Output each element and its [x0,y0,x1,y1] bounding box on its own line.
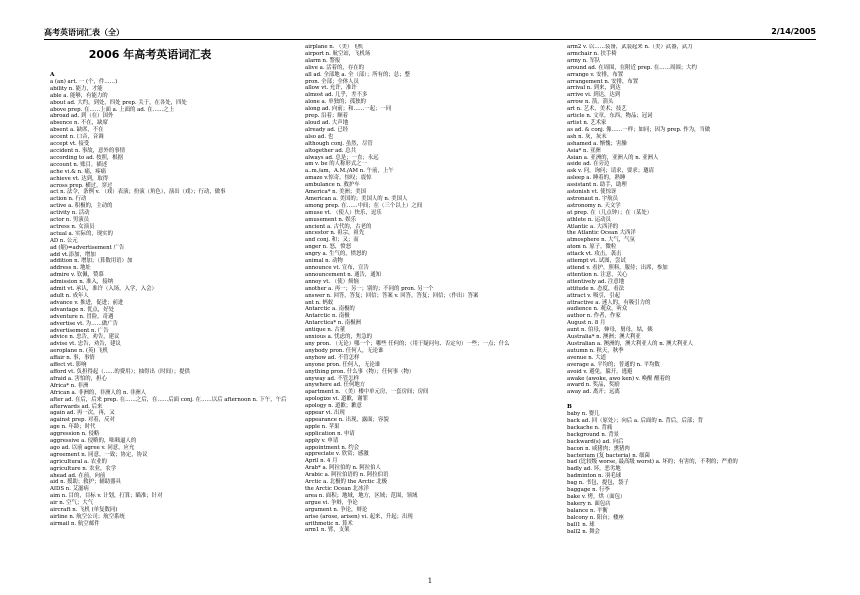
page-title: 2006 年高考英语词汇表 [88,48,212,61]
vocab-entry: anyhow ad. 不管怎样 [305,354,360,361]
vocab-entry: Antarctica* n. 南极洲 [305,320,361,327]
vocab-entry: Africa* n. 非洲 [50,382,89,389]
vocab-entry: baby n. 婴儿 [567,411,600,418]
vocab-entry: as ad. & conj. 像……一样；如同；因为 prep. 作为，当做 [567,126,711,133]
vocab-entry: affair n. 事，事情 [50,355,95,362]
vocab-entry: Australia* n. 澳洲；澳大利亚 [567,334,641,341]
vocab-entry: background n. 背景 [567,431,620,438]
vocab-entry: away ad. 离开；远离 [567,389,620,396]
vocab-entry: able a. 能够，有能力的 [50,92,108,99]
vocab-entry: Australian a. 澳洲的，澳大利亚人的 n. 澳大利亚人 [567,340,694,347]
vocab-entry: am v. be 的人称形式之一 [305,161,367,168]
vocab-entry: agricultural a. 农业的 [50,458,107,465]
vocab-entry: backache n. 背痛 [567,424,613,431]
vocab-entry: armchair n. 扶手椅 [567,50,617,57]
header-rule [44,39,816,40]
vocab-entry: balcony n. 阳台；楼座 [567,514,624,521]
vocab-entry: American a. 美国的；美国人的 n. 美国人 [305,195,408,202]
vocab-entry: action n. 行动 [50,196,87,203]
vocab-entry: Atlantic a. 大西洋的 [567,223,619,230]
vocab-entry: attempt vt. 试图，尝试 [567,258,626,265]
vocab-entry: advertise vt. 为……做广告 [50,320,119,327]
vocab-entry: activity n. 活动 [50,210,90,217]
vocab-entry: argument n. 争论，辩论 [305,506,368,513]
vocab-entry: a..m./am，A.M./AM n. 午前，上午 [305,168,394,175]
vocab-entry: ago ad. 以前 agree v. 同意，应允 [50,444,135,451]
vocab-entry: age n. 年龄；时代 [50,424,96,431]
vocab-entry: aunt n. 伯母，婶母，舅母，姑，姨 [567,327,653,334]
vocab-entry: accent n. 口音，音调 [50,134,104,141]
vocab-entry: attack vt. 攻击，袭击 [567,251,622,258]
vocab-entry: among prep. 在……中间；在（三个以上）之间 [305,202,423,209]
vocab-entry: atom n. 原子，微粒 [567,244,617,251]
vocab-entry: AIDS n. 艾滋病 [50,486,89,493]
vocab-entry: pron. 全部；全体人员 [305,78,359,85]
vocab-entry: against prep. 对着，反对 [50,417,115,424]
vocab-entry: amuse vt. （使人）快乐，逗乐 [305,209,382,216]
vocab-entry: allow vt. 允许，准许 [305,85,357,92]
vocab-entry: apology n. 道歉；歉意 [305,403,362,410]
vocab-entry: aircraft n. 飞机 (单复数同) [50,507,118,514]
vocab-entry: the Atlantic Ocean 大西洋 [567,230,636,237]
vocab-entry: bakery n. 面包店 [567,500,611,507]
vocab-entry: anything pron. 什么事（物）；任何事（物） [305,368,415,375]
vocab-entry: admission n. 准入，接纳 [50,279,114,286]
vocab-entry: agriculture n. 农业，农学 [50,465,117,472]
vocab-entry: ability n. 能力，才能 [50,85,103,92]
vocab-entry: article n. 文章，东西，物品；冠词 [567,113,653,120]
vocab-entry: airport n. 航空站，飞机场 [305,50,371,57]
vocab-entry: answer n. 回答，答复；回信；答案 v. 回答，答复；回信；（作出）答案 [305,292,479,299]
vocab-entry: appearance n. 出现，露面；容貌 [305,416,389,423]
vocab-entry: area n. 面积；地域，地方，区域；范围，领域 [305,492,418,499]
vocab-entry: aggression n. 侵略 [50,431,100,438]
vocab-entry: appear vi. 出现 [305,410,345,417]
running-header [44,27,816,39]
vocab-entry: anyone pron. 任何人，无论谁 [305,361,381,368]
vocab-entry: backward(s) ad. 向后 [567,438,624,445]
vocab-entry: ash n. 灰，灰末 [567,133,607,140]
vocab-entry: airline n. 航空公司；航空系统 [50,514,125,520]
vocab-entry: asleep a. 睡着的，熟睡 [567,175,626,182]
entry-list-3b [567,411,807,535]
vocab-entry: April n. 4 月 [305,458,338,465]
vocab-entry: announcement n. 通告，通知 [305,271,382,278]
vocab-entry: army n. 军队 [567,57,601,64]
vocab-entry: appreciate v. 欣赏；感激 [305,451,369,458]
vocab-entry: angry a. 生气的，愤怒的 [305,251,367,258]
vocab-entry: account n. 账目，描述 [50,161,108,168]
vocab-entry: apple n. 苹果 [305,423,340,430]
vocab-entry: prep. 沿着；顺着 [305,113,349,120]
vocab-entry: attractive a. 迷人的，有吸引力的 [567,299,651,306]
vocab-entry: Arabic a. 阿拉伯语的 n. 阿拉伯语 [305,472,389,479]
vocab-entry: badly ad. 坏，恶劣地 [567,466,621,473]
vocab-entry: attract v. 吸引，引起 [567,292,621,299]
vocab-entry: astronaut n. 宇航员 [567,195,619,202]
vocab-entry: arm2 v. 以……装备，武装起来 n.（美）武器，武力 [567,44,693,50]
vocab-entry: absence n. 不在，缺席 [50,120,108,127]
vocab-entry: admire v. 钦佩，赞慕 [50,272,104,279]
header-date: 2/14/2005 [771,27,816,36]
vocab-entry: accept vt. 接受 [50,141,90,148]
vocab-entry: astronomy n. 天文学 [567,202,621,209]
vocab-entry: already ad. 已经 [305,126,349,133]
vocab-entry: almost ad. 几乎，差不多 [305,92,368,99]
vocab-entry: addition n. 增加；（算数用语）加 [50,258,133,265]
vocab-entry: arithmetic n. 算术 [305,520,353,527]
vocab-entry: also ad. 也 [305,133,334,140]
vocab-entry: atmosphere n. 大气，气氛 [567,237,635,244]
vocab-entry: agreement n. 同意，一致；协定，协议 [50,451,148,458]
vocab-entry: artist n. 艺术家 [567,119,607,126]
vocab-entry: aside ad. 在旁边 [567,161,610,168]
vocab-entry: about ad. 大约，到处，四处 prep. 关于，在各处，四处 [50,99,187,106]
vocab-entry: act n. 法令，条例 v. （戏）表演；扮演（角色），演出（戏）；行动，做事 [50,189,226,196]
vocab-entry: ant n. 蚂蚁 [305,299,334,306]
vocab-entry: afterwards ad. 后来 [50,403,103,410]
vocab-entry: another a. 再一；另一；别的；不同的 pron. 另一个 [305,285,434,292]
vocab-entry: bag n. 书包，提包，袋子 [567,480,629,487]
vocab-entry: animal n. 动物 [305,258,343,265]
column-2 [305,44,545,576]
vocab-entry: around ad. 在周围，在附近 prep. 在……周围；大约 [567,64,697,71]
vocab-entry: admit vt. 承认，准许（入场，入学，入会） [50,286,157,293]
vocab-entry: arm1 n. 臂，支架 [305,527,350,534]
vocab-entry: assistant n. 助手，助理 [567,182,627,189]
vocab-entry: ad (缩)=advertisement 广告 [50,244,125,251]
vocab-entry: athlete n. 运动员 [567,216,611,223]
vocab-entry: antique n. 古董 [305,327,346,334]
vocab-entry: attentively ad. 注意地 [567,278,625,285]
vocab-entry: airmail n. 航空邮件 [50,520,100,527]
vocab-entry: afraid a. 害怕的，担心 [50,375,107,382]
vocab-entry: avoid v. 避免，躲开，逃避 [567,368,633,375]
vocab-entry: altogether ad. 总共 [305,147,356,154]
vocab-entry: anxious a. 忧虑的，焦急的 [305,334,373,341]
vocab-entry: airplane n. （美）飞机 [305,44,364,50]
vocab-entry: African a. 非洲的，非洲人的 n. 非洲人 [50,389,147,396]
vocab-entry: Antarctic a. 南极的 [305,306,355,313]
vocab-entry: avenue n. 大道 [567,354,606,361]
vocab-entry: appointment n. 约会 [305,444,360,451]
vocab-entry: bacterium (复 bacteria) n. 细菌 [567,452,650,459]
vocab-entry: again ad. 再一次，再，又 [50,410,115,417]
vocab-entry: add vt.添加，增加 [50,251,96,258]
vocab-entry: baggage n. 行李 [567,487,610,494]
vocab-entry: badminton n. 羽毛球 [567,473,622,480]
vocab-entry: advice n. 忠告，劝告，建议 [50,334,120,341]
vocab-entry: aim n. 目的，目标 v. 计划，打算；瞄准；针对 [50,493,163,500]
vocab-entry: after ad. 在后，后来 prep. 在……之后，在……后面 conj. 在……以后 afternoon n. 下午，午后 [50,396,287,403]
vocab-entry: actor n. 男演员 [50,217,90,224]
section-letter-b: B [567,404,572,411]
vocab-entry: adventure n. 冒险，奇遇 [50,313,114,320]
vocab-entry: bad (比较级 worse, 最高级 worst) a. 坏的；有害的，不利的；严重的 [567,459,738,466]
vocab-entry: August n. 8 月 [567,320,606,327]
vocab-entry: argue vi. 争辩，争论 [305,499,358,506]
vocab-entry: annoy vt. （使）烦恼 [305,278,359,285]
vocab-entry: across prep. 横过，穿过 [50,182,113,189]
vocab-entry: announce vt. 宣布，宣告 [305,265,369,271]
vocab-entry: afford vt. 负担得起（……的费用）；抽得出（时间）；提供 [50,368,190,375]
vocab-entry: average a. 平均的；普通的 n. 平均数 [567,361,660,368]
vocab-entry: abroad ad. 到（在）国外 [50,113,114,120]
vocab-entry: alarm n. 警报 [305,57,341,64]
vocab-entry: advise vt. 忠告，劝告，建议 [50,341,121,348]
vocab-entry: advertisement n. 广告 [50,327,109,334]
vocab-entry: ancestor n. 祖宗，祖先 [305,230,365,237]
vocab-entry: ambulance n. 救护车 [305,182,360,189]
vocab-entry: Asian a. 亚洲的，亚洲人的 n. 亚洲人 [567,154,659,161]
vocab-entry: according to ad. 按照，根据 [50,154,124,161]
vocab-entry: awake (awoke, awo ken) v. 唤醒 醒着的 [567,375,671,382]
vocab-entry: application n. 申请 [305,430,355,437]
section-letter-a: A [50,72,55,78]
vocab-entry: arrive vi. 到达，达到 [567,92,621,99]
vocab-entry: anyway ad. 不管怎样 [305,375,359,382]
vocab-entry: arrangement n. 安排，布置 [567,78,639,85]
vocab-entry: Antarctic n. 南极 [305,313,350,320]
header-title: 高考英语词汇表（全） [44,28,124,37]
vocab-entry: advantage n. 优点，好处 [50,306,114,313]
vocab-entry: active a. 积极的，主动的 [50,203,113,210]
vocab-entry: ball1 n. 球 [567,521,595,528]
vocab-entry: ask v. 问，询问；请求，要求；邀请 [567,168,654,175]
vocab-entry: a (an) art. 一 (个，件……) [50,78,118,85]
vocab-entry: arise (arose, arisen) vi. 起来，升起；出现 [305,513,413,520]
vocab-entry: anywhere ad. 任何地方 [305,382,366,389]
vocab-entry: bacon n. 咸猪肉；熏猪肉 [567,445,630,452]
vocab-entry: aloud ad. 大声地 [305,119,349,126]
vocab-entry: accident n. 事故，意外的事情 [50,147,125,154]
vocab-entry: absent a. 缺席，不在 [50,127,104,134]
entry-list-2 [305,44,545,534]
column-1 [50,44,290,576]
vocab-entry: award n. 奖品，奖励 [567,382,620,389]
vocab-entry: the Arctic Ocean 北冰洋 [305,486,369,492]
vocab-entry: ancient a. 古代的，古老的 [305,223,372,230]
vocab-entry: alive a. 活着的，存在的 [305,64,364,71]
vocab-entry: aggressive a. 侵略的，咄咄逼人的 [50,438,137,445]
column-3 [567,44,807,576]
vocab-entry: ahead ad. 在前，向前 [50,472,106,479]
vocab-entry: attend v. 看护，照料，服侍；出席，参加 [567,265,668,271]
vocab-entry: amusement n. 娱乐 [305,216,357,223]
page-number: 1 [427,577,433,585]
vocab-entry: arrow n. 箭，箭头 [567,99,614,106]
vocab-entry: astonish vt. 使惊讶 [567,189,617,196]
vocab-entry: actual a. 实际的，现实的 [50,230,113,237]
vocab-entry: advance v. 推进，促进；前进 [50,299,124,306]
vocab-entry: along ad. 向前；和……一起；一同 [305,106,392,113]
vocab-entry: anger n. 怒，愤怒 [305,244,352,251]
vocab-entry: Asia* n. 亚洲 [567,147,601,154]
vocab-entry: ache vi.& n. 痛，疼痛 [50,168,107,175]
vocab-entry: arrange v. 安排，布置 [567,71,624,78]
vocab-entry: amaze v.惊奇，惊叹；震惊 [305,175,372,182]
vocab-entry: above prep. 在……上面 a. 上面的 ad. 在……之上 [50,106,175,113]
vocab-entry: autumn n. 秋天，秋季 [567,347,624,354]
vocab-entry: back ad. 回（原处）；向后 a. 后面的 n. 背后，后部；背 [567,418,704,425]
entry-list-3a [567,44,807,396]
vocab-entry: adult n. 成年人 [50,293,89,299]
vocab-entry: audience n. 观众，听众 [567,306,628,313]
vocab-entry: affect vt. 影响 [50,362,87,369]
vocab-entry: America* n. 美洲；美国 [305,189,366,196]
vocab-entry: attention n. 注意，关心 [567,271,628,278]
vocab-entry: all ad. 全部地 a. 全（部）；所有的；总；整 [305,71,410,78]
vocab-entry: actress n. 女演员 [50,223,95,230]
vocab-entry: author n. 作者，作家 [567,313,621,320]
vocab-entry: apply v. 申请 [305,437,339,444]
entry-list-1 [50,79,290,528]
vocab-entry: at prep. 在（几点钟）；在（某处） [567,209,653,216]
vocab-entry: apologize vi. 道歉，谢罪 [305,396,368,403]
vocab-entry: aeroplane n. (英) 飞机 [50,348,108,355]
vocab-entry: attitude n. 态度，看法 [567,285,625,292]
vocab-entry: Arctic a. 北极的 the Arctic 北极 [305,479,388,486]
vocab-entry: art n. 艺术，美术；技艺 [567,106,627,113]
vocab-entry: address n. 地址 [50,265,91,272]
vocab-entry: aid n. 援助；救护；辅助器具 [50,479,121,486]
vocab-entry: Arab* a. 阿拉伯的 n. 阿拉伯人 [305,465,381,472]
vocab-entry: always ad. 总是；一直；永远 [305,154,379,161]
vocab-entry: although conj. 虽然，尽管 [305,140,373,147]
vocab-entry: anybody pron. 任何人，无论谁 [305,347,384,354]
vocab-entry: ashamed a. 惭愧；害臊 [567,140,627,147]
vocab-entry: ball2 n. 舞会 [567,528,600,535]
vocab-entry: air n. 空气；大气 [50,500,94,507]
vocab-entry: and conj. 和；又；而 [305,237,359,244]
vocab-entry: bake v. 烤，烘（面包） [567,494,626,500]
vocab-entry: apartment n. （美）楼中单元房，一套房间；房间 [305,389,429,396]
vocab-entry: any pron. （无论）哪一个；哪些 任何的；（用于疑问句、否定句）一些；一点；什么 [305,340,510,347]
vocab-entry: AD n. 公元 [50,237,78,244]
vocab-entry: alone a. 单独的；孤独的 [305,99,366,106]
vocab-entry: balance n. 平衡 [567,507,608,514]
vocab-entry: arrival n. 到来，到达 [567,85,621,92]
vocab-entry: achieve vt. 达到，取得 [50,175,109,182]
